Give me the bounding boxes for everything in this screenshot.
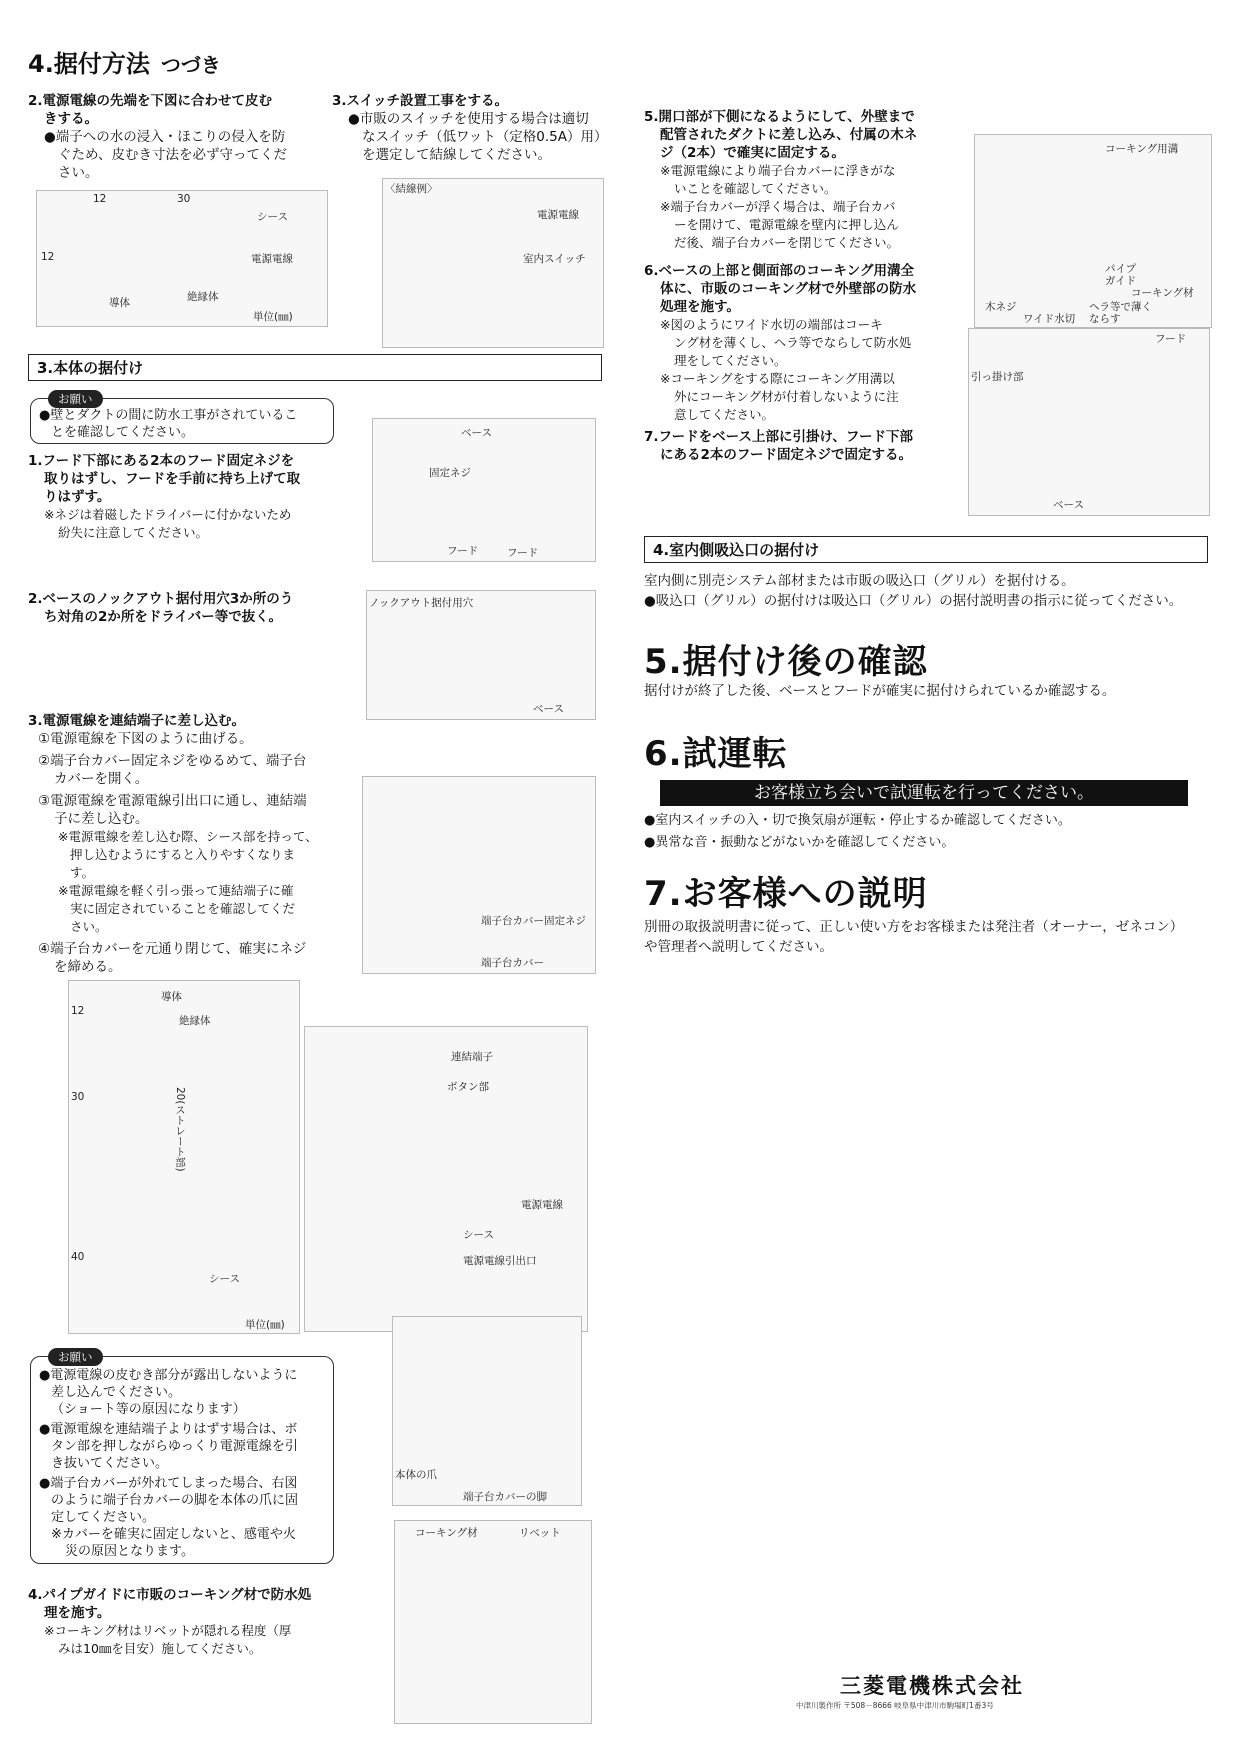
wall-pipe-a-label: パイプ (1105, 263, 1137, 275)
indoor-inlet-bullet: ●吸込口（グリル）の据付けは吸込口（グリル）の据付説明書の指示に従ってください。 (644, 593, 1183, 609)
request-1-line-2: とを確認してください。 (51, 425, 195, 440)
switch-wiring-figure (382, 178, 604, 348)
strip-note-3: さい。 (58, 165, 99, 181)
trial-run-bullet-2: ●異常な音・振動などがないかを確認してください。 (644, 835, 955, 850)
wall-mount-figure (974, 134, 1212, 328)
mount-6-note-2b: 外にコーキング材が付着しないように注 (674, 389, 899, 404)
mount-5-line-3: ジ（2本）で確実に固定する。 (660, 145, 845, 161)
request-2-c1: ●端子台カバーが外れてしまった場合、右図 (39, 1476, 298, 1491)
mount-5-note-2a: ※端子台カバーが浮く場合は、端子台カバ (660, 199, 896, 214)
mount-4-note-2: みは10㎜を目安）施してください。 (58, 1641, 262, 1656)
bend-sheath-label: シース (209, 1273, 240, 1285)
indoor-inlet-text: 室内側に別売システム部材または市販の吸込口（グリル）を据付ける。 (644, 573, 1075, 589)
request-2-d1: ※カバーを確実に固定しないと、感電や火 (51, 1527, 296, 1542)
section-7-title: 7.お客様への説明 (644, 874, 928, 914)
strip-figure (36, 190, 328, 327)
bend-insulator-label: 絶縁体 (179, 1015, 211, 1027)
mount-4-line-2: 理を施す。 (44, 1605, 111, 1621)
hood-attach-base-label: ベース (1053, 499, 1084, 511)
strip-step (28, 92, 308, 182)
mount-step-7 (644, 428, 944, 464)
hood-attach-hook-label: 引っ掛け部 (971, 371, 1024, 383)
connect-sheath-label: シース (463, 1229, 494, 1241)
indoor-inlet-header: 4.室内側吸込口の据付け (644, 536, 1208, 563)
mount-1-line-1: 1.フード下部にある2本のフード固定ネジを (28, 453, 295, 469)
hood-remove-screw-label: 固定ネジ (429, 467, 471, 479)
mount-5-note-2b: ーを開けて、電源電線を壁内に押し込ん (674, 217, 899, 232)
mount-5-line-2: 配管されたダクトに差し込み、付属の木ネ (660, 127, 918, 143)
mount-step-5 (644, 108, 944, 252)
section-5-title: 5.据付け後の確認 (644, 642, 928, 682)
request-2-b2: タン部を押しながらゆっくり電源電線を引 (51, 1439, 298, 1454)
connect-cable-label: 電源電線 (521, 1199, 563, 1211)
mount-5-note-2c: だ後、端子台カバーを閉じてください。 (674, 235, 900, 250)
request-2-a2: 差し込んでください。 (51, 1385, 182, 1400)
wall-spatula-b-label: ならす (1089, 313, 1121, 325)
knockout-hole-label: ノックアウト据付用穴 (369, 597, 474, 609)
section-7-line-2: や管理者へ説明してください。 (644, 939, 833, 955)
terminal-screw-label: 端子台カバー固定ネジ (481, 915, 586, 927)
connect-button-label: ボタン部 (447, 1081, 489, 1093)
section-4-header (28, 44, 221, 79)
mount-5-note-1b: いことを確認してください。 (674, 181, 837, 196)
mount-6-line-3: 処理を施す。 (660, 299, 740, 315)
hood-remove-figure (372, 418, 596, 562)
mount-6-note-1c: 理をしてください。 (674, 353, 787, 368)
claw-body-label: 本体の爪 (395, 1469, 437, 1481)
mount-3-sub-2b: カバーを開く。 (54, 771, 149, 787)
mount-6-note-2c: 意してください。 (674, 407, 775, 422)
mount-1-note-1: ※ネジは着磁したドライバーに付かないため (44, 507, 292, 522)
switch-example-label: 〈結線例〉 (385, 183, 438, 195)
mount-1-note-2: 紛失に注意してください。 (58, 525, 209, 540)
terminal-cover-label: 端子台カバー (481, 957, 544, 969)
mount-4-line-1: 4.パイプガイドに市販のコーキング材で防水処 (28, 1587, 312, 1603)
strip-conductor-label: 導体 (109, 297, 130, 309)
strip-dim-12v: 12 (41, 251, 55, 263)
strip-step-title-2: きする。 (44, 111, 98, 127)
mount-3-sub-2a: ②端子台カバー固定ネジをゆるめて、端子台 (38, 753, 307, 769)
mount-3-title: 3.電源電線を連結端子に差し込む。 (28, 713, 246, 729)
mount-6-note-1a: ※図のようにワイド水切の端部はコーキ (660, 317, 883, 332)
request-box-2 (30, 1356, 334, 1564)
wall-woodscrew-label: 木ネジ (985, 301, 1017, 313)
cable-bend-figure (68, 980, 300, 1334)
strip-note-2: ぐため、皮むき寸法を必ず守ってくだ (58, 147, 287, 163)
knockout-figure (366, 590, 596, 720)
strip-insulator-label: 絶縁体 (187, 291, 219, 303)
section-4-title: 4.据付方法 (28, 50, 150, 78)
trial-run-bullet-1: ●室内スイッチの入・切で換気扇が運転・停止するか確認してください。 (644, 813, 1071, 828)
request-tag-1: お願い (48, 390, 103, 408)
mount-step-3 (28, 712, 344, 976)
switch-step-line-3: を選定して結線してください。 (362, 147, 551, 163)
company-address: 中津川製作所 〒508－8666 岐阜県中津川市駒場町1番3号 (796, 1701, 994, 1710)
request-2-b3: き抜いてください。 (51, 1456, 169, 1471)
switch-indoor-label: 室内スイッチ (523, 253, 586, 265)
strip-unit-label: 単位(㎜) (253, 311, 293, 323)
caulking-material-label: コーキング材 (415, 1527, 478, 1539)
mount-2-line-1: 2.ベースのノックアウト据付用穴3か所のう (28, 591, 294, 607)
hood-remove-base-label: ベース (461, 427, 492, 439)
mount-3-note-2b: 実に固定されていることを確認してくだ (70, 901, 296, 916)
mount-3-sub-4a: ④端子台カバーを元通り閉じて、確実にネジ (38, 941, 307, 957)
bend-dim-12: 12 (71, 1005, 85, 1017)
request-2-a3: （ショート等の原因になります） (51, 1402, 246, 1417)
mount-3-sub-4b: を締める。 (54, 959, 122, 975)
wall-caulk-label: コーキング材 (1131, 287, 1194, 299)
mounting-section-header: 3.本体の据付け (28, 354, 602, 381)
strip-note-1: ●端子への水の浸入・ほこりの侵入を防 (44, 129, 286, 145)
hood-attach-hood-label: フード (1155, 333, 1187, 345)
mount-3-note-2a: ※電源電線を軽く引っ張って連結端子に確 (58, 883, 294, 898)
caulking-figure (394, 1520, 592, 1724)
wall-drip-label: ワイド水切 (1023, 313, 1076, 325)
connect-outlet-label: 電源電線引出口 (463, 1255, 537, 1267)
caulking-rivet-label: リベット (519, 1527, 561, 1539)
mount-7-line-1: 7.フードをベース上部に引掛け、フード下部 (644, 429, 913, 445)
wall-pipe-b-label: ガイド (1105, 275, 1137, 287)
mount-7-line-2: にある2本のフード固定ネジで固定する。 (660, 447, 912, 463)
strip-sheath-label: シース (257, 211, 288, 223)
mount-2-line-2: ち対角の2か所をドライバー等で抜く。 (44, 609, 282, 625)
section-4-subtitle: つづき (160, 53, 221, 77)
strip-dim-12: 12 (93, 193, 107, 205)
mount-3-note-2c: さい。 (70, 919, 108, 934)
mount-step-2 (28, 590, 348, 626)
switch-step (332, 92, 612, 164)
bend-conductor-label: 導体 (161, 991, 182, 1003)
mount-step-1 (28, 452, 348, 542)
strip-step-title-1: 2.電源電線の先端を下図に合わせて皮む (28, 93, 273, 109)
request-tag-2: お願い (48, 1348, 103, 1366)
hood-attach-figure (968, 328, 1210, 516)
mount-3-note-1b: 押し込むようにすると入りやすくなりま (70, 847, 296, 862)
mount-6-note-1b: ング材を薄くし、ヘラ等でならして防水処 (674, 335, 912, 350)
mount-6-note-2a: ※コーキングをする際にコーキング用溝以 (660, 371, 895, 386)
request-2-a1: ●電源電線の皮むき部分が露出しないように (39, 1368, 298, 1383)
connection-figure (304, 1026, 588, 1332)
section-5-text: 据付けが終了した後、ベースとフードが確実に据付けられているか確認する。 (644, 683, 1116, 699)
mount-1-line-2: 取りはずし、フードを手前に持ち上げて取 (44, 471, 301, 487)
claw-figure (392, 1316, 582, 1506)
request-2-b1: ●電源電線を連結端子よりはずす場合は、ボ (39, 1422, 298, 1437)
bend-unit-label: 単位(㎜) (245, 1319, 285, 1331)
mount-5-line-1: 5.開口部が下側になるようにして、外壁まで (644, 109, 915, 125)
mount-step-4 (28, 1586, 348, 1658)
request-1-line-1: ●壁とダクトの間に防水工事がされているこ (39, 408, 298, 423)
strip-dim-30: 30 (177, 193, 191, 205)
trial-run-banner: お客様立ち会いで試運転を行ってください。 (660, 780, 1188, 806)
section-7-line-1: 別冊の取扱説明書に従って、正しい使い方をお客様または発注者（オーナー，ゼネコン） (644, 919, 1184, 935)
bend-dim-40: 40 (71, 1251, 85, 1263)
mount-1-line-3: りはずす。 (44, 489, 111, 505)
request-2-c3: 定してください。 (51, 1510, 156, 1525)
claw-leg-label: 端子台カバーの脚 (463, 1491, 547, 1503)
mount-3-sub-1: ①電源電線を下図のように曲げる。 (38, 731, 253, 747)
mount-3-note-1c: す。 (70, 865, 95, 880)
switch-step-line-1: ●市販のスイッチを使用する場合は適切 (348, 111, 589, 127)
mount-3-sub-3a: ③電源電線を電源電線引出口に通し、連結端 (38, 793, 307, 809)
mount-5-note-1a: ※電源電線により端子台カバーに浮きがな (660, 163, 896, 178)
bend-dim-20-straight: 20(ストレート部) (174, 1087, 186, 1172)
mount-6-line-2: 体に、市販のコーキング材で外壁部の防水 (660, 281, 917, 297)
mount-3-sub-3b: 子に差し込む。 (54, 811, 149, 827)
bend-dim-30: 30 (71, 1091, 85, 1103)
switch-step-line-2: なスイッチ（低ワット（定格0.5A）用） (362, 129, 608, 145)
wall-groove-label: コーキング用溝 (1105, 143, 1179, 155)
mount-6-line-1: 6.ベースの上部と側面部のコーキング用溝全 (644, 263, 914, 279)
knockout-base-label: ベース (533, 703, 564, 715)
terminal-cover-figure (362, 776, 596, 974)
connect-terminal-label: 連結端子 (451, 1051, 493, 1063)
company-name: 三菱電機株式会社 (840, 1674, 1024, 1698)
request-2-d2: 災の原因となります。 (65, 1544, 194, 1559)
mount-step-6 (644, 262, 944, 424)
wall-spatula-a-label: ヘラ等で薄く (1089, 301, 1152, 313)
mount-3-note-1a: ※電源電線を差し込む際、シース部を持って、 (58, 829, 318, 844)
hood-remove-hood-b-label: フード (507, 547, 539, 559)
switch-cable-label: 電源電線 (537, 209, 579, 221)
strip-cable-label: 電源電線 (251, 253, 293, 265)
switch-step-title: 3.スイッチ設置工事をする。 (332, 93, 508, 109)
mount-4-note-1: ※コーキング材はリベットが隠れる程度（厚 (44, 1623, 292, 1638)
request-2-c2: のように端子台カバーの脚を本体の爪に固 (51, 1493, 299, 1508)
section-6-title: 6.試運転 (644, 734, 788, 774)
hood-remove-hood-a-label: フード (447, 545, 479, 557)
